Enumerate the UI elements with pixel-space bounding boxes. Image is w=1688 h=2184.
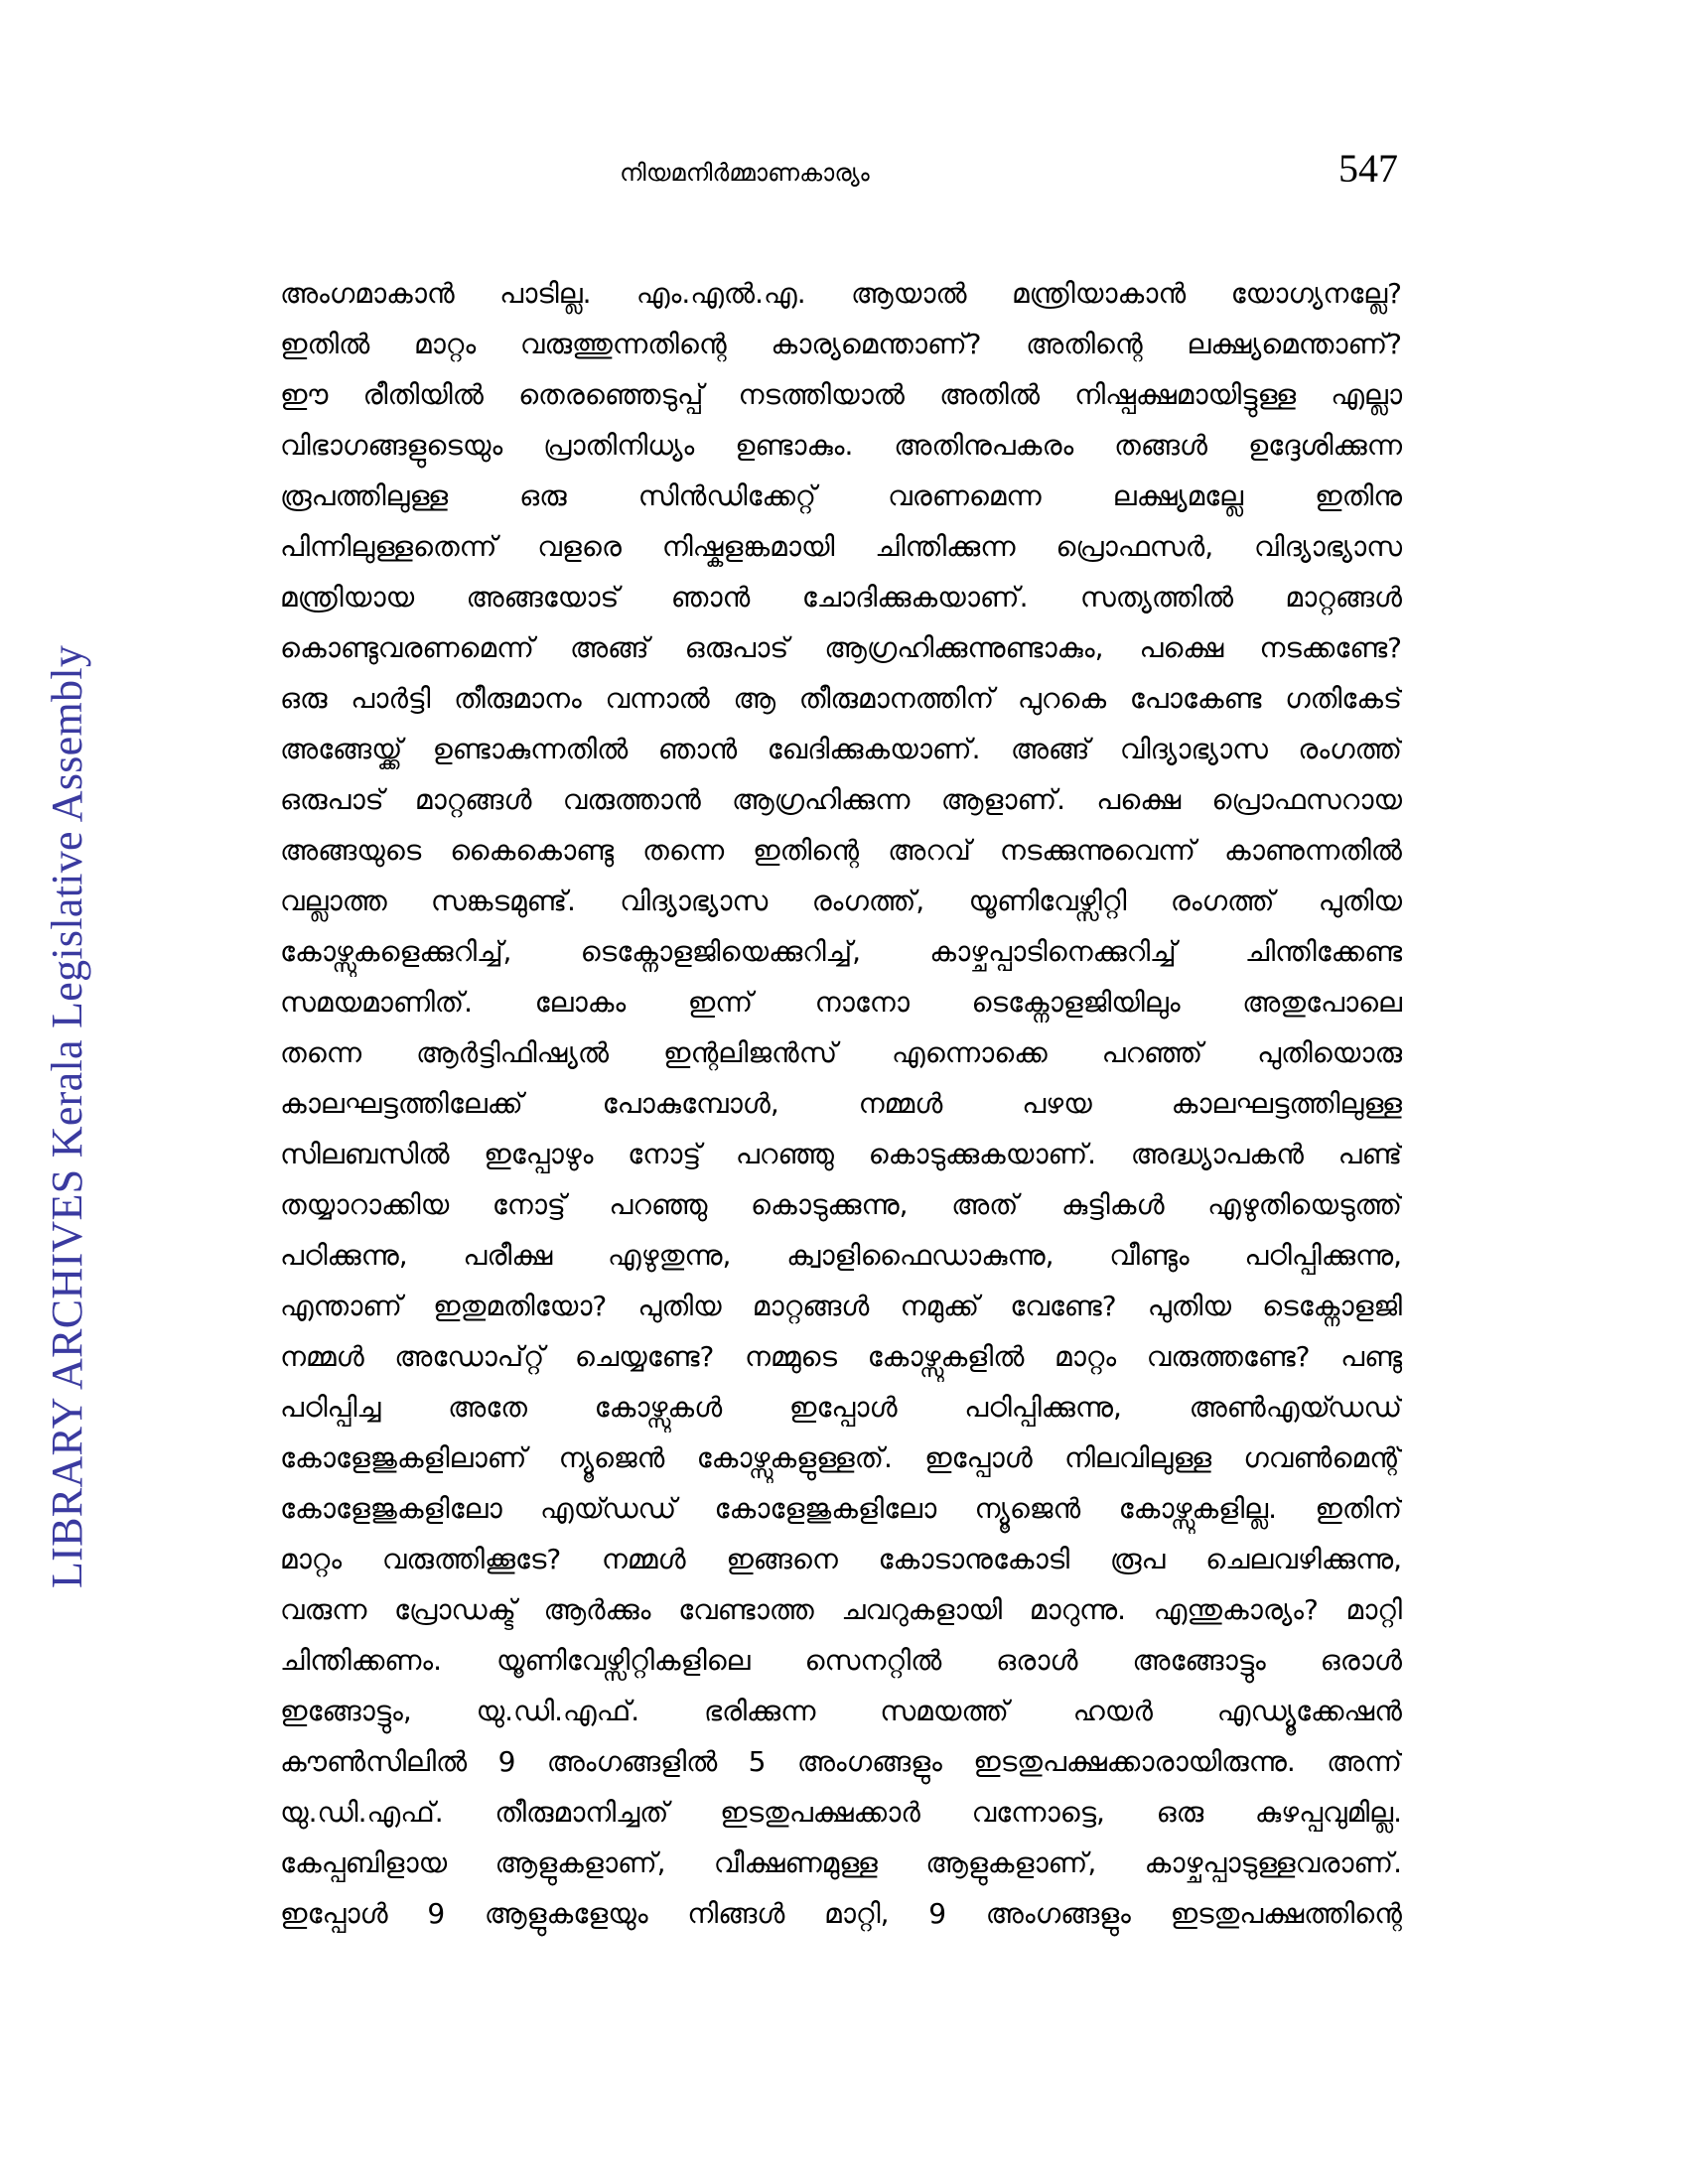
text-line: വരുന്ന പ്രോഡക്ട് ആർക്കും വേണ്ടാത്ത ചവറുകളായി മാറുന്നു. എന്തുകാര്യം? മാറ്റി [280,1593,1402,1626]
text-line: വിഭാഗങ്ങളുടെയും പ്രാതിനിധ്യം ഉണ്ടാകും. അതിനുപകരം തങ്ങൾ ഉദ്ദേശിക്കുന്ന [280,429,1402,462]
text-line: കോഴ്സുകളെക്കുറിച്ച്, ടെക്നോളജിയെക്കുറിച്ച്, കാഴ്ചപ്പാടിനെക്കുറിച്ച് ചിന്തിക്കേണ്ട [280,935,1402,968]
text-line: മാറ്റം വരുത്തിക്കൂടേ? നമ്മൾ ഇങ്ങനെ കോടാനുകോടി രൂപ ചെലവഴിക്കുന്നു, [280,1543,1402,1575]
text-line: എന്താണ് ഇതുമതിയോ? പുതിയ മാറ്റങ്ങൾ നമുക്ക് വേണ്ടേ? പുതിയ ടെക്നോളജി [280,1290,1402,1322]
text-line: കാലഘട്ടത്തിലേക്ക് പോകുമ്പോൾ, നമ്മൾ പഴയ കാലഘട്ടത്തിലുള്ള [280,1087,1402,1120]
text-line: തന്നെ ആർട്ടിഫിഷ്യൽ ഇന്റലിജൻസ് എന്നൊക്കെ പറഞ്ഞ് പുതിയൊരു [280,1036,1402,1069]
text-line: രൂപത്തിലുള്ള ഒരു സിൻഡിക്കേറ്റ് വരണമെന്ന ലക്ഷ്യമല്ലേ ഇതിനു [280,479,1402,512]
text-line: കേപ്പബിളായ ആളുകളാണ്, വീക്ഷണമുള്ള ആളുകളാണ്, കാഴ്ചപ്പാടുള്ളവരാണ്. [280,1846,1402,1879]
text-line: ഇപ്പോൾ 9 ആളുകളേയും നിങ്ങൾ മാറ്റി, 9 അംഗങ്ങളും ഇടതുപക്ഷത്തിന്റെ [280,1897,1402,1930]
text-line: അങ്ങേയ്ക്ക് ഉണ്ടാകുന്നതിൽ ഞാൻ ഖേദിക്കുകയാണ്. അങ്ങ് വിദ്യാഭ്യാസ രംഗത്ത് [280,733,1402,765]
page-number: 547 [1338,146,1398,191]
text-line: കോളേജുകളിലാണ് ന്യൂജെൻ കോഴ്സുകളുള്ളത്. ഇപ്പോൾ നിലവിലുള്ള ഗവൺമെന്റ് [280,1441,1402,1474]
text-line: ഒരുപാട് മാറ്റങ്ങൾ വരുത്താൻ ആഗ്രഹിക്കുന്ന ആളാണ്. പക്ഷെ പ്രൊഫസറായ [280,783,1402,816]
text-line: വല്ലാത്ത സങ്കടമുണ്ട്. വിദ്യാഭ്യാസ രംഗത്ത്, യൂണിവേഴ്സിറ്റി രംഗത്ത് പുതിയ [280,885,1402,917]
body-text [280,268,1402,1939]
text-line: കൊണ്ടുവരണമെന്ന് അങ്ങ് ഒരുപാട് ആഗ്രഹിക്കുന്നുണ്ടാകും, പക്ഷെ നടക്കണ്ടേ? [280,631,1402,664]
text-line: യു.ഡി.എഫ്. തീരുമാനിച്ചത് ഇടതുപക്ഷക്കാർ വന്നോട്ടെ, ഒരു കുഴപ്പവുമില്ല. [280,1796,1402,1829]
text-line: ഇങ്ങോട്ടും, യു.ഡി.എഫ്. ഭരിക്കുന്ന സമയത്ത് ഹയർ എഡ്യൂക്കേഷൻ [280,1695,1402,1727]
text-line: ഒരു പാർട്ടി തീരുമാനം വന്നാൽ ആ തീരുമാനത്തിന് പുറകെ പോകേണ്ട ഗതികേട് [280,682,1402,715]
text-line: പഠിപ്പിച്ച അതേ കോഴ്സുകൾ ഇപ്പോൾ പഠിപ്പിക്കുന്നു, അൺഎയ്ഡഡ് [280,1391,1402,1424]
text-line: കോളേജുകളിലോ എയ്ഡഡ് കോളേജുകളിലോ ന്യൂജെൻ കോഴ്സുകളില്ല. ഇതിന് [280,1492,1402,1525]
text-line: അങ്ങയുടെ കൈകൊണ്ടു തന്നെ ഇതിന്റെ അറവ് നടക്കുന്നുവെന്ന് കാണുന്നതിൽ [280,834,1402,867]
text-line: പഠിക്കുന്നു, പരീക്ഷ എഴുതുന്നു, ക്വാളിഫൈഡാകുന്നു, വീണ്ടും പഠിപ്പിക്കുന്നു, [280,1239,1402,1272]
text-line: ചിന്തിക്കണം. യൂണിവേഴ്സിറ്റികളിലെ സെനറ്റിൽ ഒരാൾ അങ്ങോട്ടും ഒരാൾ [280,1644,1402,1677]
text-line: മന്ത്രിയായ അങ്ങയോട് ഞാൻ ചോദിക്കുകയാണ്. സത്യത്തിൽ മാറ്റങ്ങൾ [280,581,1402,614]
text-line: ഇതിൽ മാറ്റം വരുത്തുന്നതിന്റെ കാര്യമെന്താണ്? അതിന്റെ ലക്ഷ്യമെന്താണ്? [280,328,1402,360]
text-line: അംഗമാകാൻ പാടില്ല. എം.എൽ.എ. ആയാൽ മന്ത്രിയാകാൻ യോഗ്യനല്ലേ? [280,277,1402,310]
text-line: പിന്നിലുള്ളതെന്ന് വളരെ നിഷ്കളങ്കമായി ചിന്തിക്കുന്ന പ്രൊഫസർ, വിദ്യാഭ്യാസ [280,530,1402,563]
running-header-title: നിയമനിർമ്മാണകാര്യം [620,159,870,187]
text-line: നമ്മൾ അഡോപ്റ്റ് ചെയ്യണ്ടേ? നമ്മുടെ കോഴ്സുകളിൽ മാറ്റം വരുത്തണ്ടേ? പണ്ടു [280,1340,1402,1373]
text-line: സിലബസിൽ ഇപ്പോഴും നോട്ട് പറഞ്ഞു കൊടുക്കുകയാണ്. അദ്ധ്യാപകൻ പണ്ട് [280,1138,1402,1170]
text-line: കൗൺസിലിൽ 9 അംഗങ്ങളിൽ 5 അംഗങ്ങളും ഇടതുപക്ഷക്കാരായിരുന്നു. അന്ന് [280,1745,1402,1778]
text-line: സമയമാണിത്. ലോകം ഇന്ന് നാനോ ടെക്നോളജിയിലും അതുപോലെ [280,986,1402,1019]
text-line: ഈ രീതിയിൽ തെരഞ്ഞെടുപ്പ് നടത്തിയാൽ അതിൽ നിഷ്പക്ഷമായിട്ടുള്ള എല്ലാ [280,378,1402,411]
text-line: തയ്യാറാക്കിയ നോട്ട് പറഞ്ഞു കൊടുക്കുന്നു, അത് കുട്ടികൾ എഴുതിയെടുത്ത് [280,1188,1402,1221]
library-archives-watermark: LIBRARY ARCHIVES Kerala Legislative Assembly [43,644,91,1588]
